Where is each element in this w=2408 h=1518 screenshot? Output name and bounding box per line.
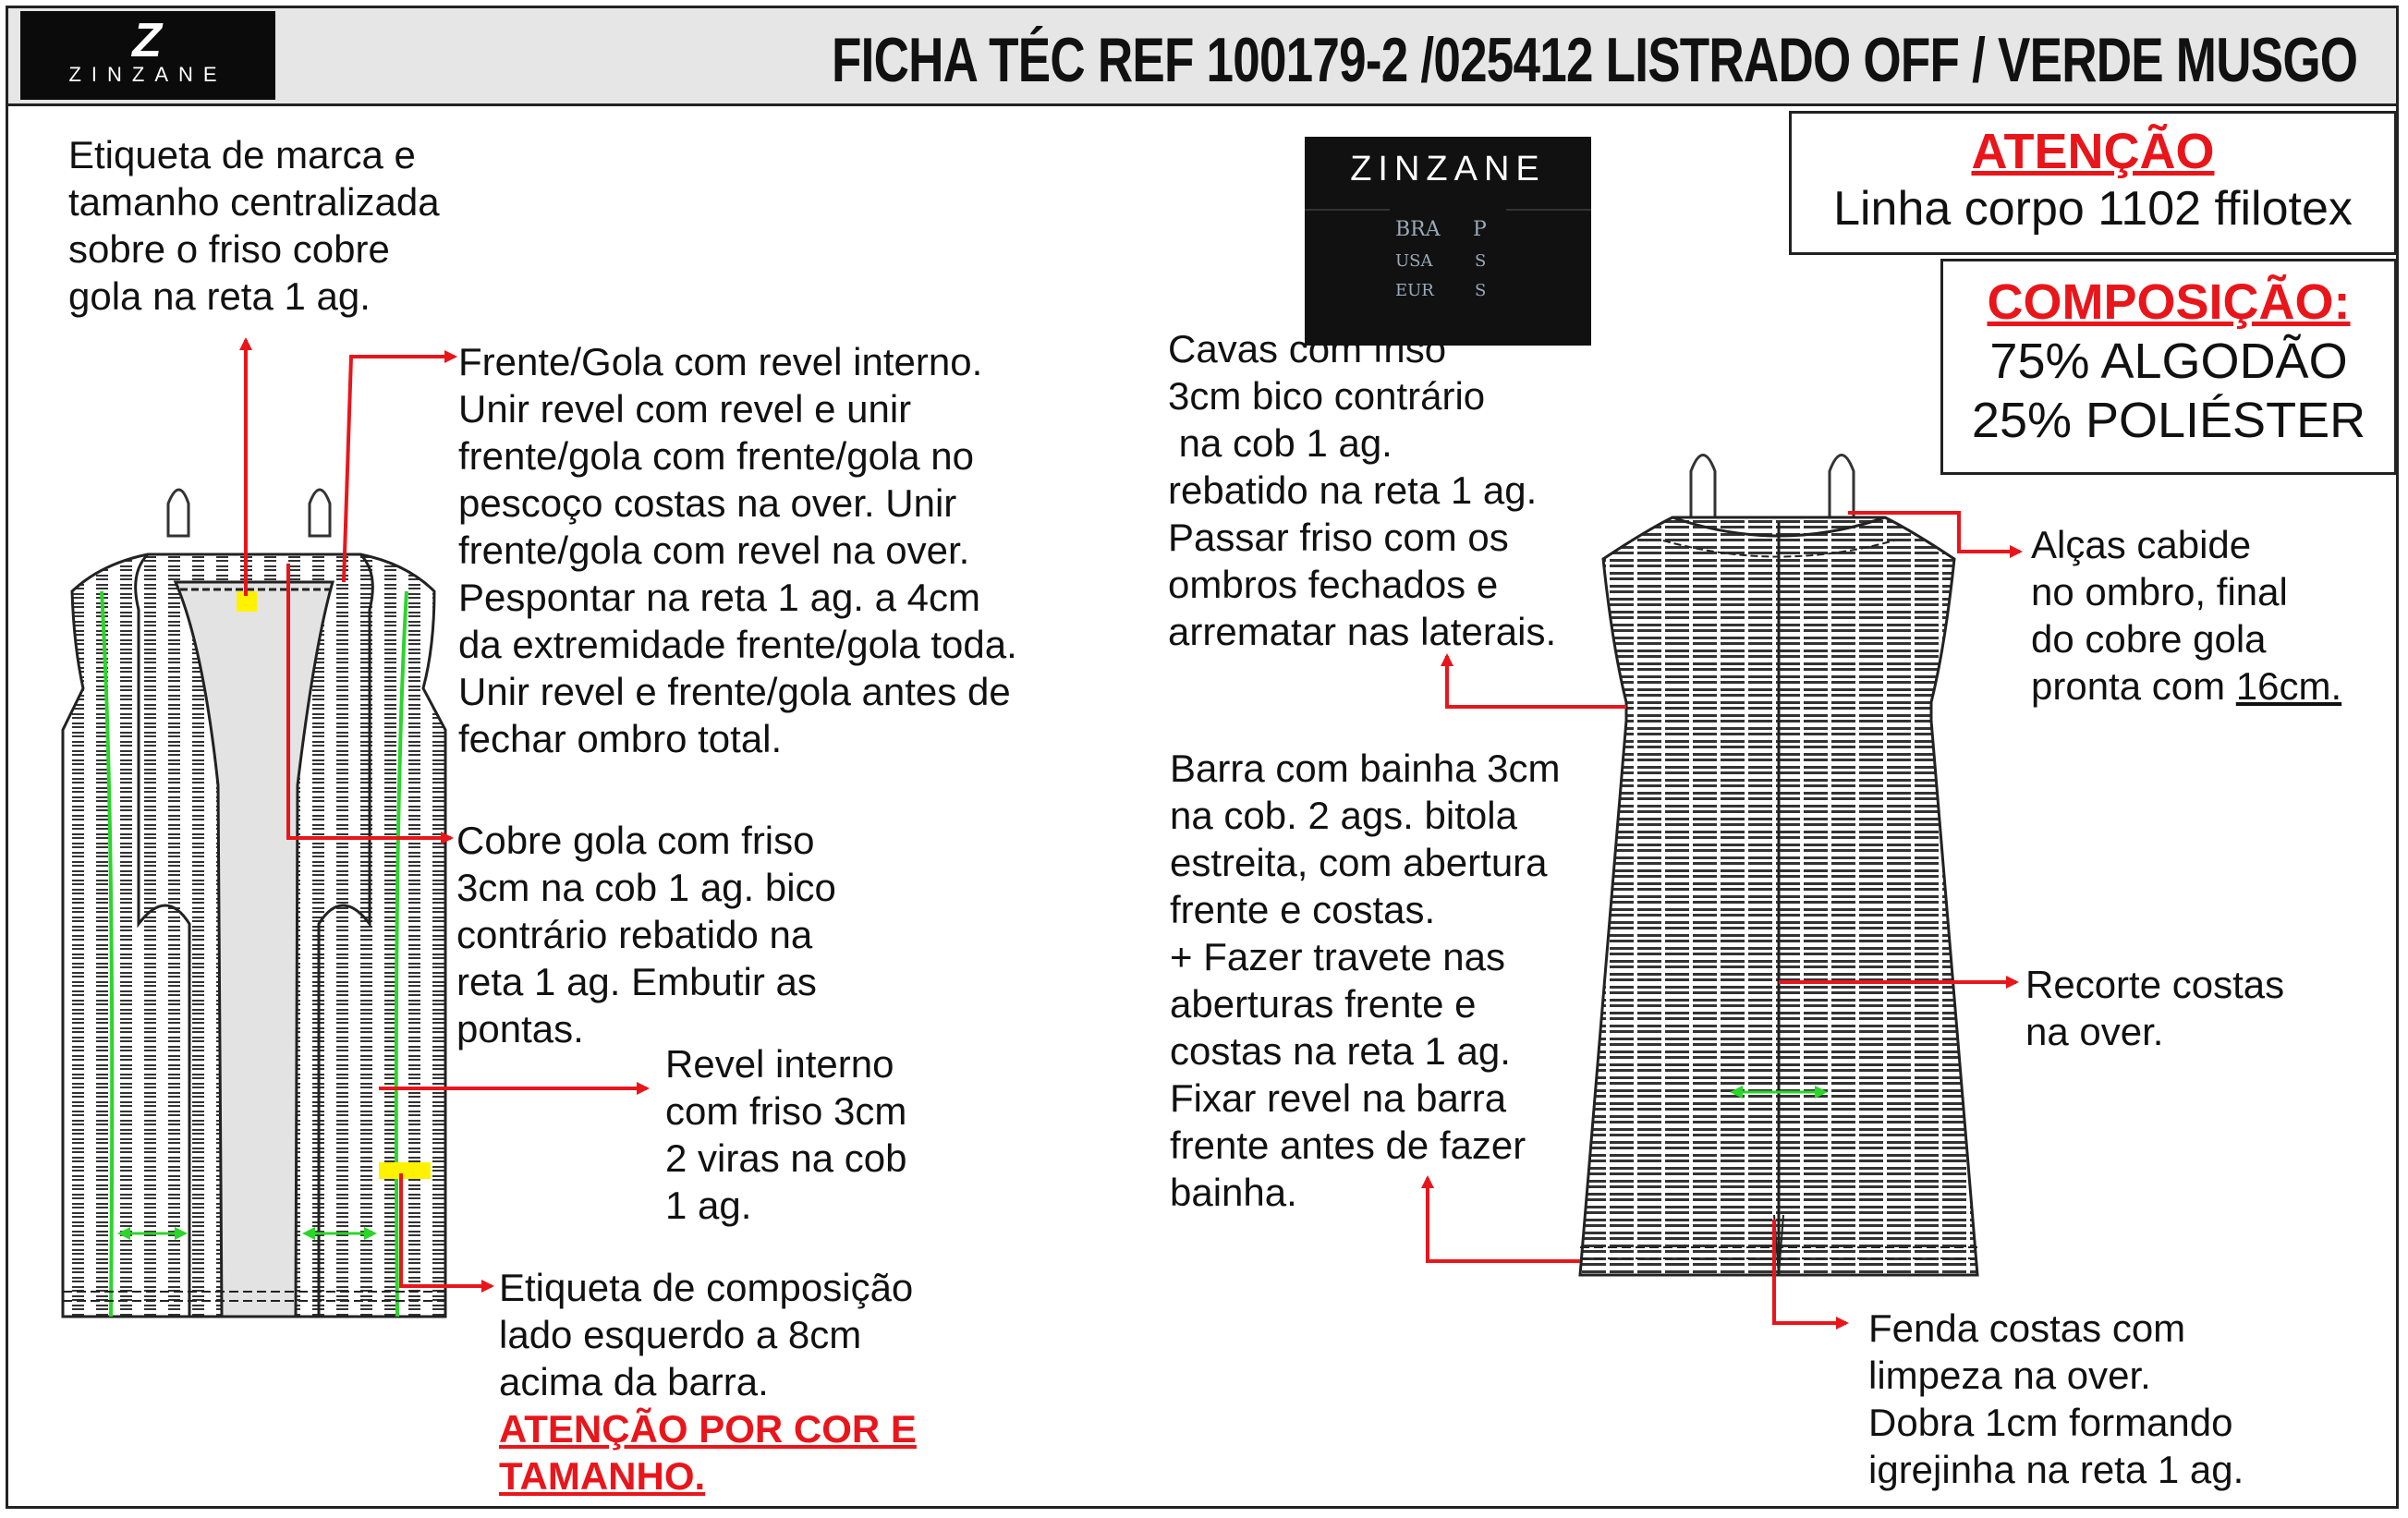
brand-label-text: ZINZANE — [1350, 150, 1546, 188]
note-alcas — [2031, 521, 2341, 710]
note-cobre-gola: Cobre gola com friso 3cm na cob 1 ag. bico contrário rebatido na reta 1 ag. Embutir as pontas. — [456, 819, 836, 1050]
size-value-1: P — [1473, 218, 1487, 241]
size-value-2: S — [1475, 251, 1487, 271]
front-hanger-right — [310, 490, 330, 536]
note-frente-gola: Frente/Gola com revel interno. Unir revel com revel e unir frente/gola com frente/gola no pescoço costas na over. Unir frente/gola com revel na over. Pespontar na reta 1 ag. a 4cm da extremidade frente/gola toda. Unir revel e frente/gola antes de fechar ombro total. — [458, 340, 1017, 760]
attention-text: Linha corpo 1102 ffilotex — [1833, 182, 2353, 236]
composition-heading: COMPOSIÇÃO: — [1987, 274, 2351, 330]
logo-word: ZINZANE — [68, 63, 227, 86]
front-hanger-left — [168, 490, 189, 536]
note-alert-line-1: ATENÇÃO POR COR E — [499, 1407, 917, 1451]
back-hanger-right — [1830, 455, 1854, 518]
note-alcas-text: Alças cabide no ombro, final do cobre gola pronta com — [2031, 523, 2288, 708]
note-recorte: Recorte costas na over. — [2025, 963, 2285, 1053]
note-fenda: Fenda costas com limpeza na over. Dobra 1cm formando igrejinha na reta 1 ag. — [1868, 1306, 2244, 1491]
composition-tag-marker — [379, 1162, 431, 1179]
logo-mark: Z — [132, 14, 164, 67]
composition-line-2: 25% POLIÉSTER — [1971, 393, 2366, 448]
attention-heading: ATENÇÃO — [1971, 124, 2215, 179]
note-etiqueta-composicao-text: Etiqueta de composição lado esquerdo a 8cm acima da barra. — [499, 1266, 914, 1403]
page-title: FICHA TÉC REF 100179-2 /025412 LISTRADO OFF / VERDE MUSGO — [832, 25, 2358, 95]
note-barra: Barra com bainha 3cm na cob. 2 ags. bitola estreita, com abertura frente e costas. + Fazer travete nas aberturas frente e costas na reta 1 ag. Fixar revel na barra frente antes de fazer bainha. — [1170, 747, 1561, 1214]
size-country-2: USA — [1395, 251, 1433, 271]
note-alert-end: . — [694, 1454, 706, 1498]
composition-line-1: 75% ALGODÃO — [1989, 334, 2348, 389]
note-alert-line-2: TAMANHO — [499, 1454, 695, 1498]
size-value-3: S — [1475, 281, 1487, 300]
note-etiqueta-composicao — [499, 1264, 917, 1500]
note-revel-interno: Revel interno com friso 3cm 2 viras na cob 1 ag. — [665, 1042, 907, 1227]
size-country-1: BRA — [1395, 218, 1441, 241]
size-country-3: EUR — [1395, 281, 1434, 300]
composition-box — [1940, 259, 2397, 475]
note-etiqueta-marca: Etiqueta de marca e tamanho centralizada sobre o friso cobre gola na reta 1 ag. — [68, 133, 440, 318]
note-cavas: Cavas com friso 3cm bico contrário na cob 1 ag. rebatido na reta 1 ag. Passar friso com os ombros fechados e arrematar nas laterais. — [1168, 327, 1557, 653]
back-hanger-left — [1691, 455, 1715, 518]
note-alcas-measure: 16cm. — [2235, 664, 2342, 708]
brand-label — [1305, 137, 1591, 346]
brand-label-top — [1305, 137, 1591, 211]
attention-box — [1789, 111, 2397, 255]
front-garment — [63, 490, 445, 1317]
back-garment — [1580, 455, 1977, 1276]
